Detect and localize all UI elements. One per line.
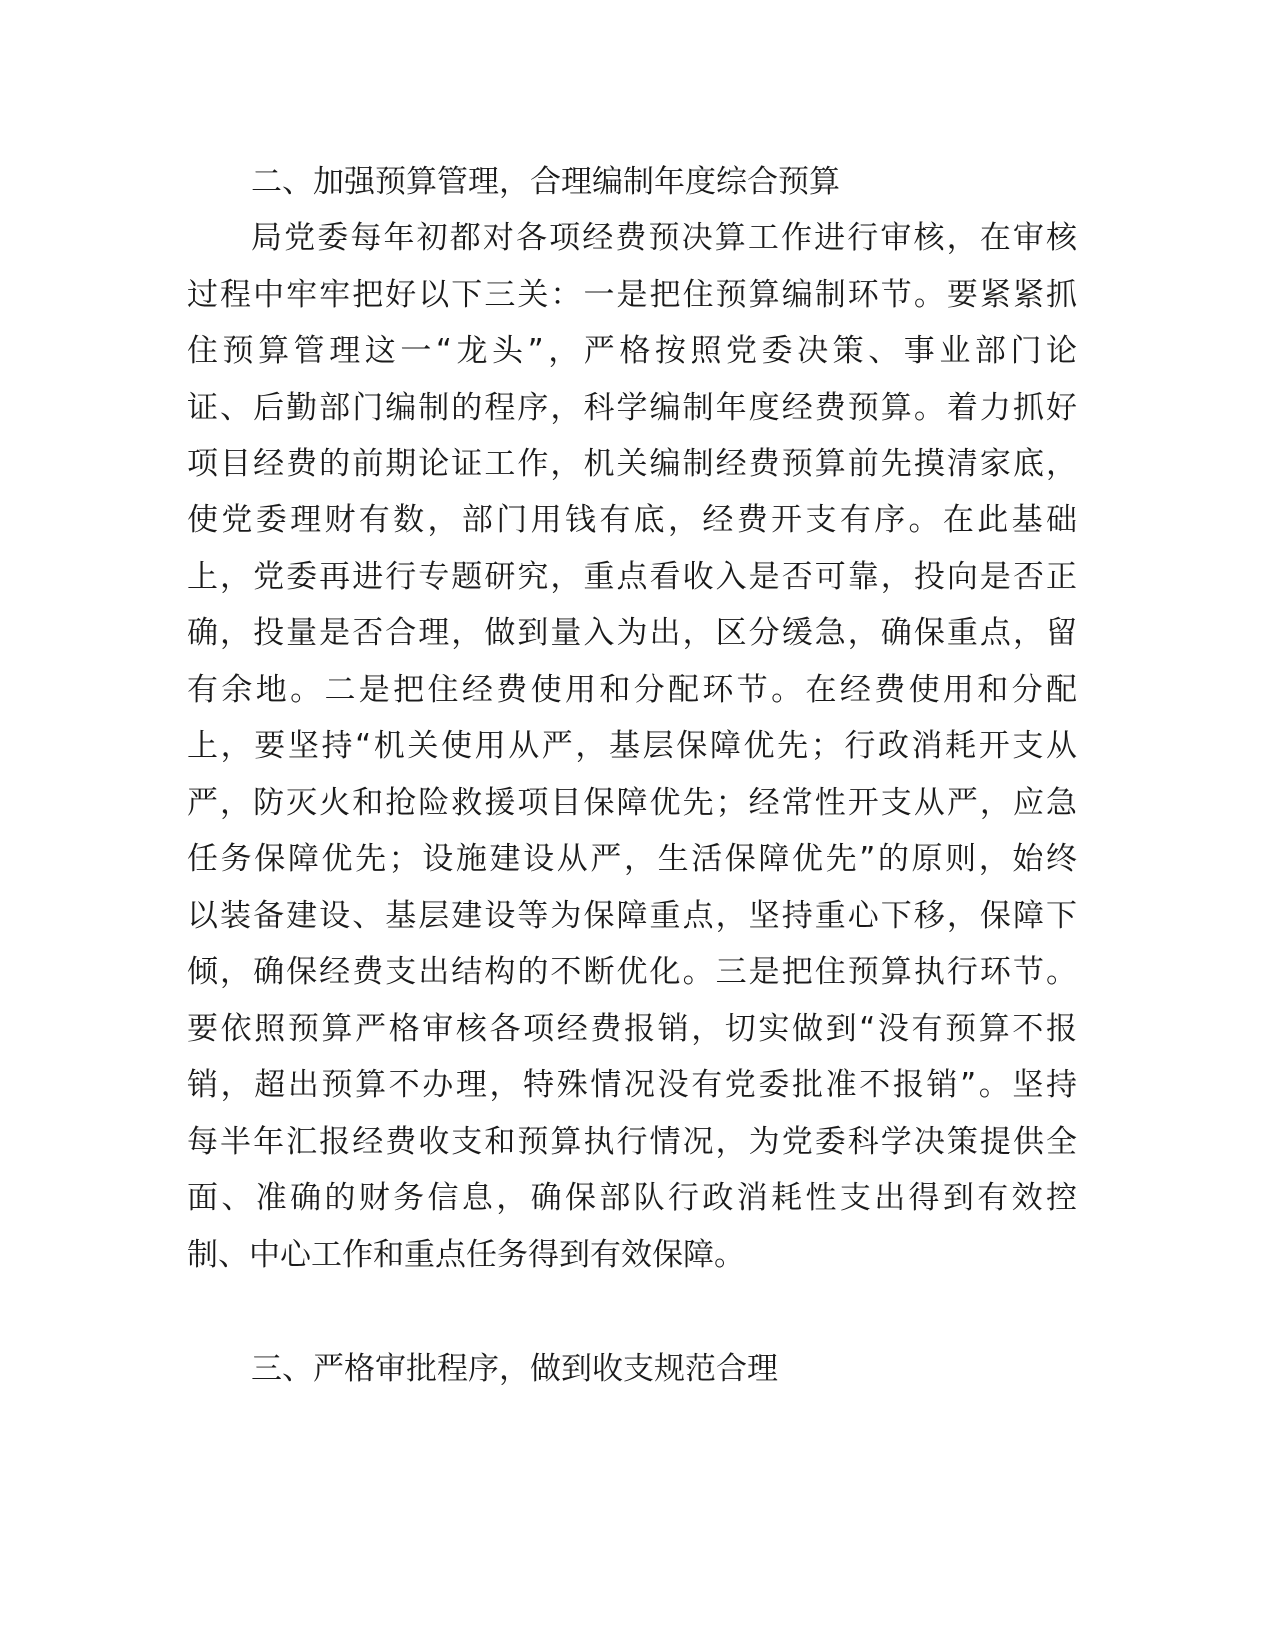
paragraph-line: 项目经费的前期论证工作，机关编制经费预算前先摸清家底， (187, 446, 1077, 482)
paragraph-line: 使党委理财有数，部门用钱有底，经费开支有序。在此基础 (187, 502, 1077, 538)
paragraph-line: 任务保障优先；设施建设从严，生活保障优先”的原则，始终 (187, 841, 1077, 877)
section-heading-2: 二、加强预算管理，合理编制年度综合预算 (251, 164, 840, 200)
paragraph-line: 倾，确保经费支出结构的不断优化。三是把住预算执行环节。 (187, 954, 1077, 990)
paragraph-line: 上，党委再进行专题研究，重点看收入是否可靠，投向是否正 (187, 559, 1077, 595)
paragraph-line: 制、中心工作和重点任务得到有效保障。 (187, 1237, 745, 1273)
paragraph-line: 证、后勤部门编制的程序，科学编制年度经费预算。着力抓好 (187, 390, 1077, 426)
paragraph-line: 确，投量是否合理，做到量入为出，区分缓急，确保重点，留 (187, 615, 1077, 651)
paragraph-line: 上，要坚持“机关使用从严，基层保障优先；行政消耗开支从 (187, 728, 1077, 764)
paragraph-line: 每半年汇报经费收支和预算执行情况，为党委科学决策提供全 (187, 1124, 1077, 1160)
paragraph-line: 以装备建设、基层建设等为保障重点，坚持重心下移，保障下 (187, 898, 1077, 934)
paragraph-line: 严，防灭火和抢险救援项目保障优先；经常性开支从严，应急 (187, 785, 1077, 821)
paragraph-line: 销，超出预算不办理，特殊情况没有党委批准不报销”。坚持 (187, 1067, 1077, 1103)
paragraph-line: 局党委每年初都对各项经费预决算工作进行审核，在审核 (251, 220, 1077, 256)
paragraph-line: 住预算管理这一“龙头”，严格按照党委决策、事业部门论 (187, 333, 1077, 369)
paragraph-line: 过程中牢牢把好以下三关：一是把住预算编制环节。要紧紧抓 (187, 277, 1077, 313)
paragraph-line: 面、准确的财务信息，确保部队行政消耗性支出得到有效控 (187, 1180, 1077, 1216)
paragraph-line: 有余地。二是把住经费使用和分配环节。在经费使用和分配 (187, 672, 1077, 708)
section-heading-3: 三、严格审批程序，做到收支规范合理 (251, 1351, 778, 1387)
paragraph-line: 要依照预算严格审核各项经费报销，切实做到“没有预算不报 (187, 1011, 1077, 1047)
